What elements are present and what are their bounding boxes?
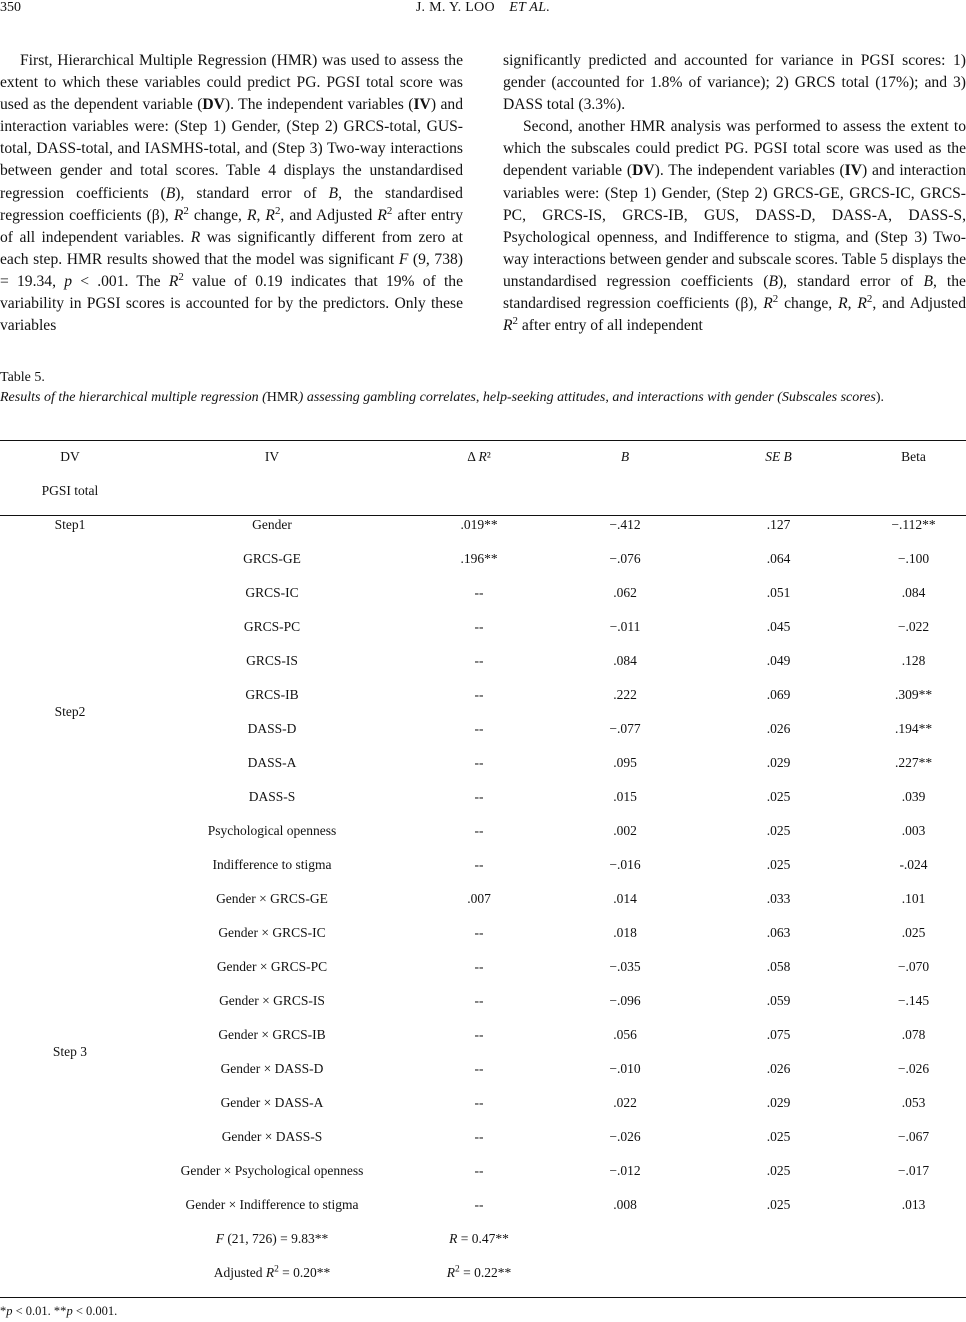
se-b-cell: .049 bbox=[766, 653, 791, 668]
table-row bbox=[0, 848, 966, 882]
header-delta-r2: Δ R² bbox=[467, 449, 491, 464]
b-cell: .014 bbox=[613, 891, 637, 906]
beta-cell: −.026 bbox=[897, 1061, 930, 1076]
b-cell: −.076 bbox=[609, 551, 641, 566]
model-stat-right: R = 0.47** bbox=[449, 1231, 509, 1246]
beta-cell: .013 bbox=[901, 1197, 926, 1212]
table-row bbox=[0, 1052, 966, 1086]
b-cell: .222 bbox=[613, 687, 637, 702]
running-head-authors: J. M. Y. LOO bbox=[415, 0, 495, 15]
b-cell: −.026 bbox=[609, 1129, 641, 1144]
table-row bbox=[0, 1154, 966, 1188]
delta-r2-cell: -- bbox=[474, 1129, 484, 1144]
se-b-cell: .063 bbox=[766, 925, 791, 940]
step-label: Step 3 bbox=[52, 1044, 88, 1059]
se-b-cell: .064 bbox=[766, 551, 791, 566]
table-row bbox=[0, 576, 966, 610]
header-beta: Beta bbox=[901, 449, 926, 464]
se-b-cell: .029 bbox=[766, 755, 791, 770]
delta-r2-cell: -- bbox=[474, 959, 484, 974]
stats-spacer bbox=[554, 1256, 696, 1290]
iv-cell: DASS-D bbox=[247, 721, 297, 736]
table-row bbox=[0, 1018, 966, 1052]
se-b-cell: .029 bbox=[766, 1095, 791, 1110]
delta-r2-cell: -- bbox=[474, 755, 484, 770]
step-label: Step1 bbox=[54, 517, 86, 532]
table-footnote: *p < 0.01. **p < 0.001. bbox=[0, 1304, 118, 1318]
beta-cell: .194** bbox=[894, 721, 933, 736]
step-label: Step2 bbox=[54, 704, 86, 719]
iv-cell: Gender × GRCS-IS bbox=[219, 993, 325, 1008]
delta-r2-cell: -- bbox=[474, 1197, 484, 1212]
stats-spacer bbox=[696, 1256, 861, 1290]
results-table-body bbox=[0, 440, 966, 1290]
b-cell: −.035 bbox=[609, 959, 641, 974]
table-row bbox=[0, 1120, 966, 1154]
beta-cell: .084 bbox=[901, 585, 926, 600]
beta-cell: .039 bbox=[901, 789, 926, 804]
table-row bbox=[0, 678, 966, 712]
se-b-cell: .045 bbox=[766, 619, 791, 634]
stats-spacer bbox=[0, 1222, 140, 1256]
iv-cell: DASS-S bbox=[248, 789, 296, 804]
b-cell: .002 bbox=[613, 823, 637, 838]
beta-cell: −.022 bbox=[897, 619, 930, 634]
se-b-cell: .059 bbox=[766, 993, 791, 1008]
stats-spacer bbox=[861, 1256, 966, 1290]
se-b-cell: .051 bbox=[766, 585, 791, 600]
b-cell: .084 bbox=[613, 653, 637, 668]
se-b-cell: .025 bbox=[766, 1129, 791, 1144]
beta-cell: .003 bbox=[901, 823, 926, 838]
table-row bbox=[0, 916, 966, 950]
beta-cell: .309** bbox=[894, 687, 933, 702]
delta-r2-cell: .007 bbox=[467, 891, 491, 906]
iv-cell: Gender × DASS-D bbox=[220, 1061, 324, 1076]
iv-cell: GRCS-IS bbox=[246, 653, 298, 668]
se-b-cell: .069 bbox=[766, 687, 791, 702]
iv-cell: GRCS-IB bbox=[245, 687, 299, 702]
b-cell: −.077 bbox=[609, 721, 641, 736]
delta-r2-cell: -- bbox=[474, 1163, 484, 1178]
table-row bbox=[0, 780, 966, 814]
left-column bbox=[0, 50, 463, 337]
beta-cell: .128 bbox=[901, 653, 926, 668]
delta-r2-cell: -- bbox=[474, 1027, 484, 1042]
beta-cell: −.070 bbox=[897, 959, 930, 974]
beta-cell: .025 bbox=[901, 925, 926, 940]
table-bottom-rule bbox=[0, 1297, 966, 1298]
delta-r2-cell: -- bbox=[474, 993, 484, 1008]
iv-cell: Gender × Indifference to stigma bbox=[185, 1197, 359, 1212]
table-row bbox=[0, 712, 966, 746]
stats-spacer bbox=[861, 1222, 966, 1256]
table-row bbox=[0, 882, 966, 916]
model-stats-row bbox=[0, 1222, 966, 1256]
se-b-cell: .025 bbox=[766, 1197, 791, 1212]
delta-r2-cell: -- bbox=[474, 789, 484, 804]
delta-r2-cell: -- bbox=[474, 925, 484, 940]
paragraph-continuation: significantly predicted and accounted for variance in PGSI scores: 1) gender (accounted for 1.8% of variance); 2) GRCS total (17%); and 3) DASS total (3.3%). bbox=[503, 52, 966, 114]
paragraph-hmr-total: First, Hierarchical Multiple Regression (HMR) was used to assess the extent to which these variables could predict PG. PGSI total score was used as the dependent variable (DV). The independent variables (IV) and interaction variables were: (Step 1) Gender, (Step 2) GRCS-total, GUS-total, DASS-total, and IASMHS-total, and (Step 3) Two-way interactions between gender and total scores. Table 4 displays the unstandardised regression coefficients (B), standard error of B, the standardised regression coefficients (β), $R^2$ change, R, $R^2$, and Adjusted $R^2$ after entry of all independent variables. R was significantly different from zero at each step. HMR results showed that the model was significant F (9, 738) = 19.34, p < .001. The $R^2$ value of 0.19 indicates that 19% of the variability in PGSI scores is accounted for by the predictors. Only these variables bbox=[0, 52, 464, 335]
right-column bbox=[503, 50, 966, 337]
b-cell: −.012 bbox=[609, 1163, 641, 1178]
b-cell: −.010 bbox=[609, 1061, 641, 1076]
header-dv: DV bbox=[60, 449, 80, 464]
page-number: 350 bbox=[0, 0, 21, 15]
table-header-row bbox=[0, 440, 966, 474]
delta-r2-cell: -- bbox=[474, 1095, 484, 1110]
delta-r2-cell: .196** bbox=[460, 551, 498, 566]
iv-cell: DASS-A bbox=[247, 755, 297, 770]
b-cell: .015 bbox=[613, 789, 637, 804]
delta-r2-cell: .019** bbox=[460, 517, 498, 532]
iv-cell: Gender × DASS-A bbox=[220, 1095, 324, 1110]
iv-cell: GRCS-GE bbox=[243, 551, 301, 566]
beta-cell: −.112** bbox=[891, 517, 936, 532]
table-row bbox=[0, 950, 966, 984]
dv-row bbox=[0, 474, 966, 508]
se-b-cell: .127 bbox=[766, 517, 791, 532]
beta-cell: .053 bbox=[901, 1095, 926, 1110]
beta-cell: −.017 bbox=[897, 1163, 930, 1178]
stats-spacer bbox=[696, 1222, 861, 1256]
paragraph-hmr-subscales: Second, another HMR analysis was performed to assess the extent to which the subscales could predict PG. PGSI total score was used as the dependent variable (DV). The independent variables (IV) and interaction variables were: (Step 1) Gender, (Step 2) GRCS-GE, GRCS-IC, GRCS-PC, GRCS-IS, GRCS-IB, GUS, DASS-D, DASS-A, DASS-S, Psychological openness, and Indifference to stigma, and (Step 3) Two-way interactions between gender and subscale scores. Table 5 displays the unstandardised regression coefficients (B), standard error of B, the standardised regression coefficients (β), $R^2$ change, R, $R^2$, and Adjusted $R^2$ after entry of all independent bbox=[503, 118, 966, 335]
b-cell: −.016 bbox=[609, 857, 641, 872]
beta-cell: −.100 bbox=[897, 551, 930, 566]
iv-cell: GRCS-IC bbox=[245, 585, 299, 600]
model-stat-left: Adjusted $R^2 = 0.20**$ bbox=[213, 1264, 331, 1280]
delta-r2-cell: -- bbox=[474, 1061, 484, 1076]
iv-cell: Gender bbox=[252, 517, 292, 532]
iv-cell: Gender × GRCS-PC bbox=[216, 959, 328, 974]
iv-cell: Indifference to stigma bbox=[212, 857, 332, 872]
iv-cell: GRCS-PC bbox=[243, 619, 301, 634]
table-row bbox=[0, 1188, 966, 1222]
beta-cell: -.024 bbox=[899, 857, 928, 872]
b-cell: −.412 bbox=[609, 517, 641, 532]
b-cell: .018 bbox=[613, 925, 637, 940]
b-cell: .008 bbox=[613, 1197, 637, 1212]
iv-cell: Psychological openness bbox=[207, 823, 337, 838]
results-table bbox=[0, 440, 966, 1290]
se-b-cell: .025 bbox=[766, 857, 791, 872]
dv-label: PGSI total bbox=[41, 483, 99, 498]
iv-cell: Gender × GRCS-IB bbox=[218, 1027, 326, 1042]
table-row bbox=[0, 644, 966, 678]
header-b bbox=[554, 440, 696, 474]
header-se-b bbox=[696, 440, 861, 474]
table-row bbox=[0, 610, 966, 644]
beta-cell: .227** bbox=[894, 755, 933, 770]
b-cell: .022 bbox=[613, 1095, 637, 1110]
model-stats-row bbox=[0, 1256, 966, 1290]
stats-spacer bbox=[554, 1222, 696, 1256]
header-se-b-text: SE B bbox=[765, 449, 792, 464]
table-row bbox=[0, 814, 966, 848]
table-row bbox=[0, 1086, 966, 1120]
running-head-etal: ET AL. bbox=[509, 0, 551, 15]
delta-r2-cell: -- bbox=[474, 653, 484, 668]
table-row bbox=[0, 542, 966, 576]
b-cell: −.096 bbox=[609, 993, 641, 1008]
b-cell: −.011 bbox=[609, 619, 641, 634]
table-caption bbox=[0, 368, 966, 408]
table-row bbox=[0, 508, 966, 542]
b-cell: .062 bbox=[613, 585, 637, 600]
delta-r2-cell: -- bbox=[474, 687, 484, 702]
header-iv: IV bbox=[264, 449, 280, 464]
se-b-cell: .025 bbox=[766, 789, 791, 804]
header-b-text: B bbox=[620, 449, 630, 464]
iv-cell: Gender × DASS-S bbox=[221, 1129, 323, 1144]
delta-r2-cell: -- bbox=[474, 721, 484, 736]
beta-cell: .101 bbox=[901, 891, 926, 906]
se-b-cell: .033 bbox=[766, 891, 791, 906]
table-row bbox=[0, 984, 966, 1018]
delta-r2-cell: -- bbox=[474, 823, 484, 838]
beta-cell: −.145 bbox=[897, 993, 930, 1008]
se-b-cell: .075 bbox=[766, 1027, 791, 1042]
page-header bbox=[0, 0, 966, 22]
table-title: Table 5. bbox=[0, 370, 45, 385]
se-b-cell: .026 bbox=[766, 1061, 791, 1076]
delta-r2-cell: -- bbox=[474, 585, 484, 600]
se-b-cell: .025 bbox=[766, 1163, 791, 1178]
stats-spacer bbox=[0, 1256, 140, 1290]
iv-cell: Gender × Psychological openness bbox=[180, 1163, 364, 1178]
delta-r2-cell: -- bbox=[474, 857, 484, 872]
b-cell: .095 bbox=[613, 755, 637, 770]
beta-cell: −.067 bbox=[897, 1129, 930, 1144]
table-row bbox=[0, 746, 966, 780]
se-b-cell: .026 bbox=[766, 721, 791, 736]
se-b-cell: .058 bbox=[766, 959, 791, 974]
model-stat-right: $R^2 = 0.22**$ bbox=[446, 1264, 512, 1280]
model-stat-left: F (21, 726) = 9.83** bbox=[215, 1231, 329, 1246]
beta-cell: .078 bbox=[901, 1027, 926, 1042]
iv-cell: Gender × GRCS-IC bbox=[218, 925, 326, 940]
iv-cell: Gender × GRCS-GE bbox=[216, 891, 328, 906]
se-b-cell: .025 bbox=[766, 823, 791, 838]
table-description: Results of the hierarchical multiple regression (HMR) assessing gambling correlates, help-seeking attitudes, and interactions with gender (Subscales scores). bbox=[0, 390, 885, 405]
delta-r2-cell: -- bbox=[474, 619, 484, 634]
running-head bbox=[0, 0, 966, 16]
b-cell: .056 bbox=[613, 1027, 637, 1042]
